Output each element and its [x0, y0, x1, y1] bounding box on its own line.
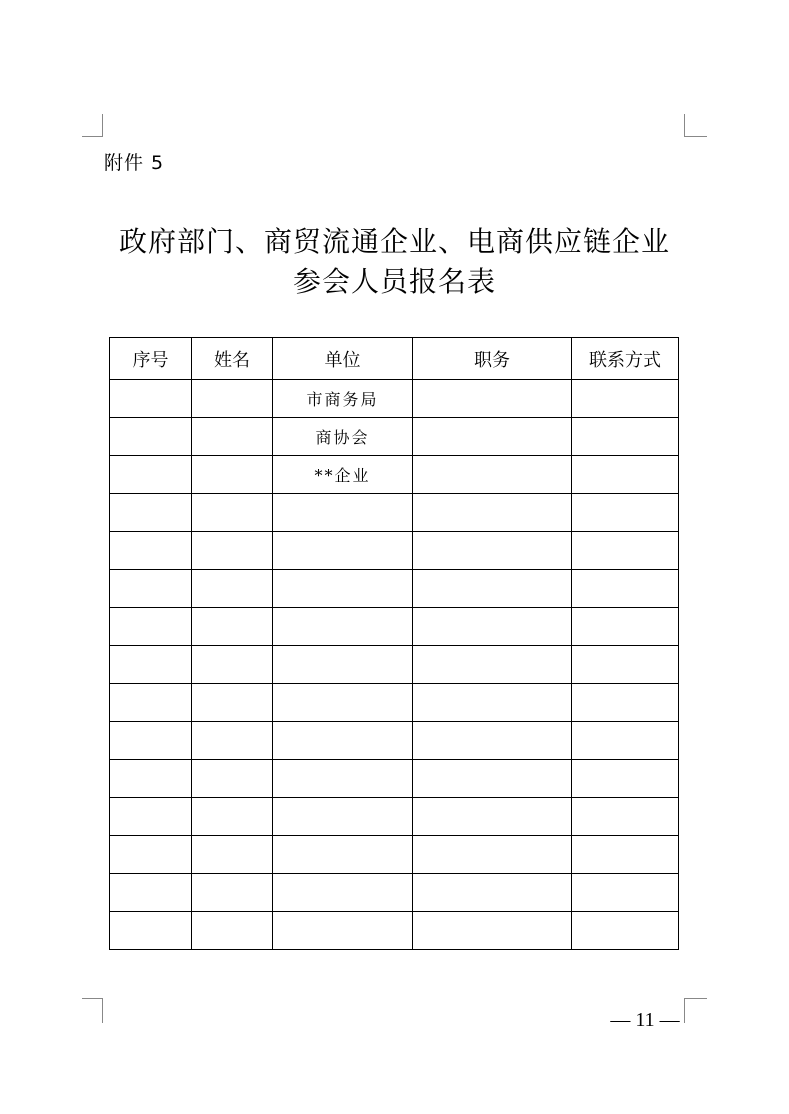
- cell-position: [413, 912, 572, 950]
- cell-position: [413, 836, 572, 874]
- cell-contact: [572, 608, 679, 646]
- cell-position: [413, 722, 572, 760]
- cell-contact: [572, 798, 679, 836]
- cell-contact: [572, 418, 679, 456]
- cell-organization: [273, 608, 413, 646]
- cell-serial-number: [110, 760, 192, 798]
- cell-position: [413, 418, 572, 456]
- header-contact: 联系方式: [572, 338, 679, 380]
- cell-position: [413, 608, 572, 646]
- cell-position: [413, 570, 572, 608]
- cell-position: [413, 380, 572, 418]
- header-position: 职务: [413, 338, 572, 380]
- cell-contact: [572, 874, 679, 912]
- cell-organization: [273, 912, 413, 950]
- cell-organization: 市商务局: [273, 380, 413, 418]
- table-row: [110, 836, 679, 874]
- table-row: [110, 760, 679, 798]
- cell-organization: [273, 570, 413, 608]
- cell-organization: [273, 532, 413, 570]
- table-row: [110, 684, 679, 722]
- cell-serial-number: [110, 494, 192, 532]
- cell-organization: [273, 722, 413, 760]
- cell-name: [192, 608, 273, 646]
- cell-position: [413, 494, 572, 532]
- cell-name: [192, 798, 273, 836]
- table-row: [110, 912, 679, 950]
- cell-contact: [572, 646, 679, 684]
- table-header-row: [110, 338, 679, 380]
- table-row: [110, 570, 679, 608]
- cell-serial-number: [110, 456, 192, 494]
- cell-contact: [572, 380, 679, 418]
- cell-name: [192, 532, 273, 570]
- cell-contact: [572, 532, 679, 570]
- cell-organization: [273, 798, 413, 836]
- cell-name: [192, 912, 273, 950]
- table-row: [110, 722, 679, 760]
- cell-organization: **企业: [273, 456, 413, 494]
- cell-position: [413, 646, 572, 684]
- cell-serial-number: [110, 912, 192, 950]
- cell-serial-number: [110, 608, 192, 646]
- cell-contact: [572, 760, 679, 798]
- cell-contact: [572, 722, 679, 760]
- table-row: [110, 646, 679, 684]
- crop-mark-bottom-left: [82, 998, 103, 1023]
- page-number: — 11 —: [610, 1009, 680, 1031]
- attachment-label: 附件 5: [104, 152, 165, 174]
- cell-name: [192, 760, 273, 798]
- cell-name: [192, 570, 273, 608]
- cell-name: [192, 874, 273, 912]
- cell-contact: [572, 494, 679, 532]
- cell-organization: [273, 836, 413, 874]
- table-row: [110, 608, 679, 646]
- crop-mark-top-right: [684, 114, 707, 137]
- cell-serial-number: [110, 532, 192, 570]
- cell-contact: [572, 456, 679, 494]
- cell-serial-number: [110, 874, 192, 912]
- cell-serial-number: [110, 798, 192, 836]
- cell-position: [413, 798, 572, 836]
- crop-mark-top-left: [82, 114, 103, 137]
- cell-name: [192, 456, 273, 494]
- cell-position: [413, 532, 572, 570]
- cell-organization: [273, 646, 413, 684]
- table-row: [110, 456, 679, 494]
- table-row: [110, 494, 679, 532]
- header-organization: 单位: [273, 338, 413, 380]
- cell-serial-number: [110, 418, 192, 456]
- table-row: [110, 532, 679, 570]
- document-title-line-1: 政府部门、商贸流通企业、电商供应链企业: [118, 225, 670, 258]
- cell-contact: [572, 836, 679, 874]
- table-row: [110, 874, 679, 912]
- table-row: [110, 798, 679, 836]
- cell-organization: [273, 874, 413, 912]
- cell-serial-number: [110, 836, 192, 874]
- table-row: [110, 380, 679, 418]
- cell-contact: [572, 912, 679, 950]
- cell-serial-number: [110, 646, 192, 684]
- cell-serial-number: [110, 380, 192, 418]
- cell-name: [192, 380, 273, 418]
- table-row: [110, 418, 679, 456]
- cell-organization: 商协会: [273, 418, 413, 456]
- table-body: [110, 380, 679, 950]
- cell-organization: [273, 494, 413, 532]
- cell-name: [192, 836, 273, 874]
- cell-contact: [572, 570, 679, 608]
- cell-serial-number: [110, 684, 192, 722]
- cell-name: [192, 684, 273, 722]
- cell-organization: [273, 684, 413, 722]
- cell-organization: [273, 760, 413, 798]
- cell-position: [413, 760, 572, 798]
- cell-position: [413, 874, 572, 912]
- cell-serial-number: [110, 570, 192, 608]
- document-title-line-2: 参会人员报名表: [292, 265, 496, 298]
- cell-name: [192, 418, 273, 456]
- cell-name: [192, 722, 273, 760]
- cell-position: [413, 684, 572, 722]
- cell-name: [192, 494, 273, 532]
- cell-contact: [572, 684, 679, 722]
- cell-name: [192, 646, 273, 684]
- header-name: 姓名: [192, 338, 273, 380]
- registration-table: [109, 337, 679, 950]
- cell-serial-number: [110, 722, 192, 760]
- header-serial-number: 序号: [110, 338, 192, 380]
- cell-position: [413, 456, 572, 494]
